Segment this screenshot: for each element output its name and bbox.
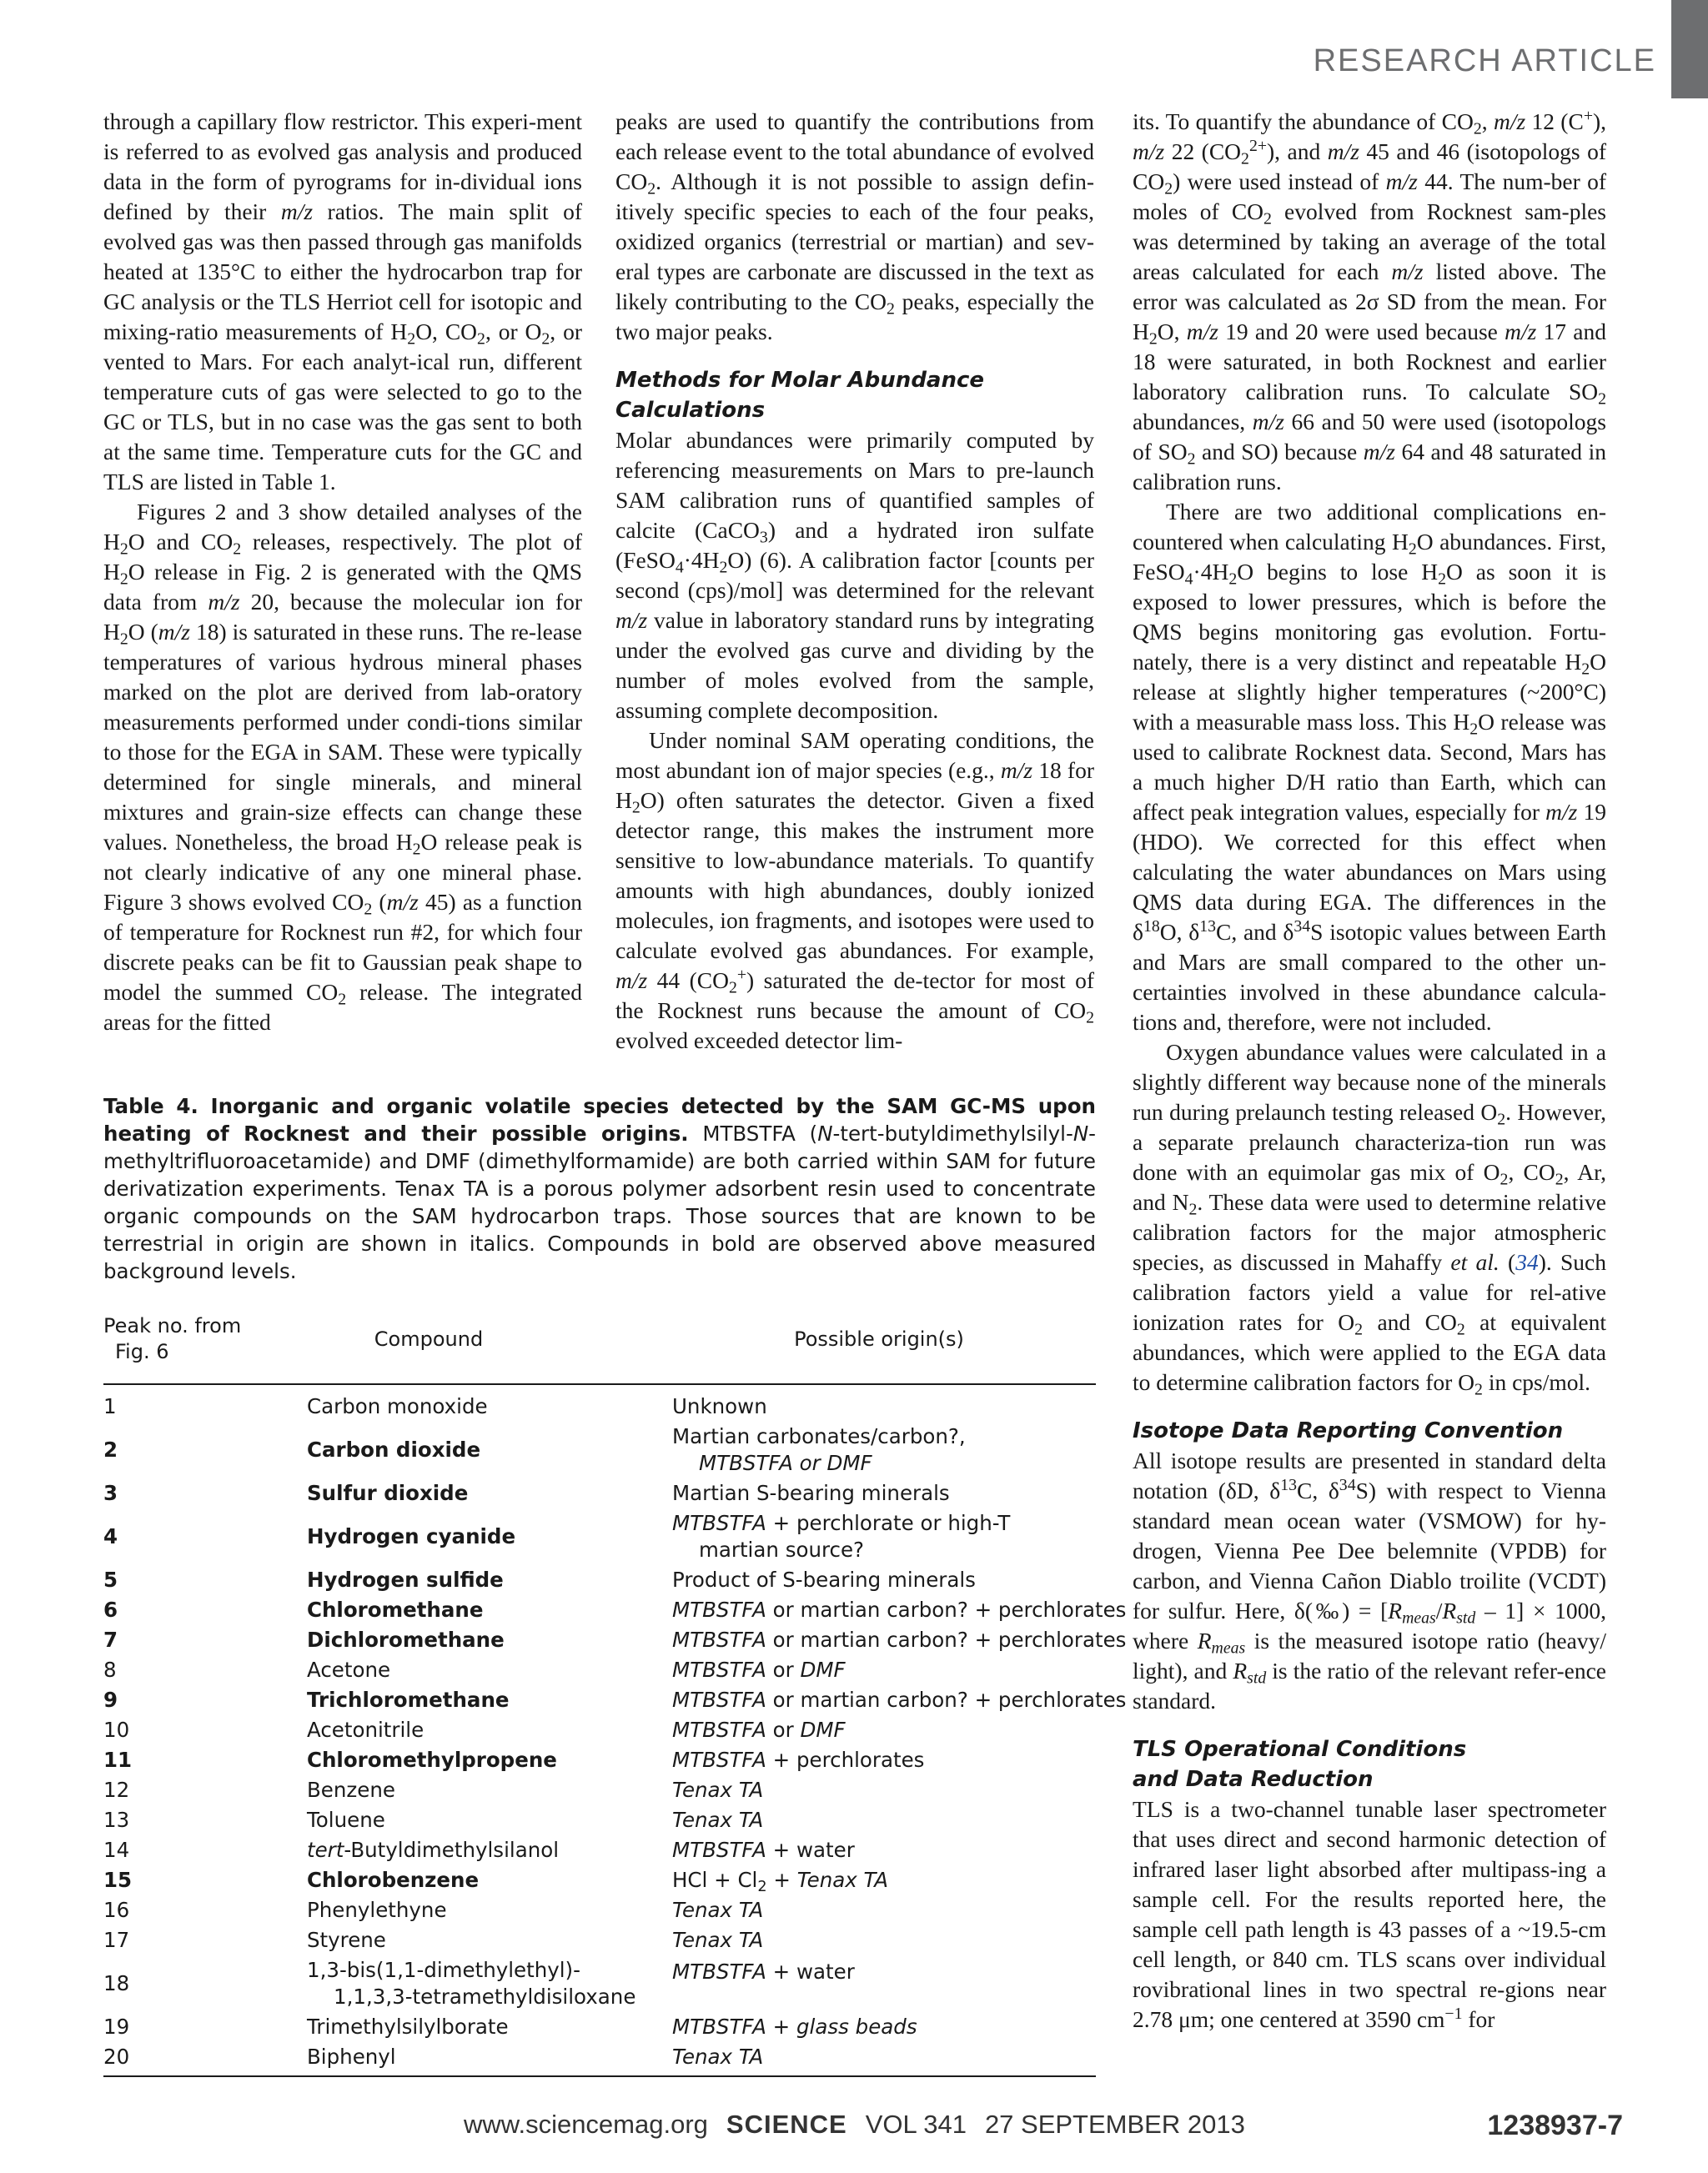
section-heading-tls: TLS Operational Conditions and Data Reduction: [1133, 1737, 1467, 1792]
table-row: 6 Chloromethane MTBSTFA or martian carbon? + perchlorates: [103, 1598, 1127, 1622]
section-heading-isotope: Isotope Data Reporting Convention: [1133, 1418, 1564, 1443]
table-4: [103, 1092, 1127, 2077]
table-row: 15 Chlorobenzene HCl + $Cl_2$ + Tenax TA: [103, 1868, 889, 1895]
journal-name: SCIENCE: [726, 2110, 847, 2139]
header-tab: [1671, 0, 1708, 98]
section-heading-molar: Methods for Molar Abundance Calculations: [615, 368, 985, 423]
table-row: 18 1,3-bis(1,1-dimethylethyl)- 1,1,3,3-tetramethyldisiloxane MTBSTFA + water: [103, 1958, 855, 2009]
issue-date: 27 SEPTEMBER 2013: [984, 2110, 1245, 2139]
table-row: 14 tert-Butyldimethylsilanol MTBSTFA + water: [103, 1838, 855, 1862]
paragraph: Oxygen abundance values were calculated in a slightly different way because none of the minerals run during prelaunch testing released $O_2$. However, a separate prelaunch characteriza-tion run was done with an equimolar gas mix of $O_2$, $CO_2$, Ar, and $N_2$. These data were used to determine relative calibration factors for the major atmospheric species, as discussed in Mahaffy et al. (34). Such calibration factors yield a value for rel-ative ionization rates for $O_2$ and $CO_2$ at equivalent abundances, which were applied to the EGA data to determine calibration factors for $O_2$ in cps/mol.: [1133, 1039, 1607, 1399]
header-compound: Compound: [374, 1327, 484, 1351]
reference-link-34[interactable]: 34: [1515, 1249, 1539, 1275]
section-label: RESEARCH ARTICLE: [1313, 43, 1656, 78]
page-footer: [0, 2110, 1708, 2143]
table-row: 9 Trichloromethane MTBSTFA or martian carbon? + perchlorates: [103, 1688, 1127, 1712]
paragraph: peaks are used to quantify the contributions from each release event to the total abundance of evolved $CO_2$. Although it is not possible to assign defin-itively specific species to each of the four peaks, oxidized organics (terrestrial or martian) and sev-eral types are carbonate are discussed in the text as likely contributing to the $CO_2$ peaks, especially the two major peaks.: [615, 108, 1094, 344]
paragraph: its. To quantify the abundance of $CO_2$, m/z 12 (C+), m/z 22 $(CO_2^{2+})$, and m/z 45 and 46 (isotopologs of $CO_2$) were used instead of m/z 44. The num-ber of moles of $CO_2$ evolved from Rocknest sam-ples was determined by taking an average of the total areas calculated for each m/z listed above. The error was calculated as 2σ SD from the mean. For $H_2O$, m/z 19 and 20 were used because m/z 17 and 18 were saturated, in both Rocknest and earlier laboratory calibration runs. To calculate $SO_2$ abundances, m/z 66 and 50 were used (isotopologs of $SO_2$ and SO) because m/z 64 and 48 saturated in calibration runs.: [1133, 107, 1607, 494]
table-row: 2 Carbon dioxide Martian carbonates/carbon?, MTBSTFA or DMF: [103, 1424, 966, 1475]
text-column-1: [103, 107, 582, 1037]
paragraph: All isotope results are presented in standard delta notation (δD, $\delta^{13}C$, $\delta^{34}S$) with respect to Vienna standard mean ocean water (VSMOW) for hy-drogen, Vienna Pee Dee belemnite (VPDB) for carbon, and Vienna Cañon Diablo troilite (VCDT) for sulfur. Here, δ(‰) = $[R_{meas}/R_{std} - 1] \times 1000$, where $R_{meas}$ is the measured isotope ratio (heavy/ light), and $R_{std}$ is the ratio of the relevant refer-ence standard.: [1133, 1448, 1606, 1714]
publication-line: [464, 2110, 1245, 2140]
table-row: 13 Toluene Tenax TA: [103, 1808, 764, 1832]
table-row: 20 Biphenyl Tenax TA: [103, 2045, 764, 2069]
table-row: 12 Benzene Tenax TA: [103, 1778, 764, 1802]
page-number: 1238937-7: [1487, 2110, 1623, 2141]
text-column-3: [1133, 107, 1606, 2035]
header-peak: Peak no. from Fig. 6: [103, 1314, 242, 1363]
table-caption: Table 4. Inorganic and organic volatile species detected by the SAM GC-MS upon heating of Rocknest and their possible origins. MTBSTFA (N-tert-butyldimethylsilyl-N-methyltrifluoroacetamide) and DMF (dimethylformamide) are both carried within SAM for future derivatization experiments. Tenax TA is a porous polymer adsorbent resin used to concentrate organic compounds on the SAM hydrocarbon traps. Those sources that are known to be terrestrial in origin are shown in italics. Compounds in bold are observed above measured background levels.: [103, 1094, 1096, 1283]
table-row: 5 Hydrogen sulfide Product of S-bearing minerals: [103, 1568, 976, 1592]
text-column-2: [615, 107, 1094, 1056]
table-row: 19 Trimethylsilylborate MTBSTFA + glass beads: [103, 2015, 917, 2039]
paragraph: TLS is a two-channel tunable laser spectrometer that uses direct and second harmonic detection of infrared laser light absorbed after multipass-ing a sample cell. For the results reported here, the sample cell path length is 43 passes of a ~19.5-cm cell length, or 840 cm. TLS scans over individual rovibrational lines in two spectral re-gions near 2.78 μm; one centered at 3590 $cm^{-1}$ for: [1133, 1796, 1606, 2032]
header-origin: Possible origin(s): [794, 1327, 964, 1351]
table-row: 1 Carbon monoxide Unknown: [103, 1394, 767, 1418]
table-row: 10 Acetonitrile MTBSTFA or DMF: [103, 1718, 846, 1742]
paragraph: through a capillary flow restrictor. This experi-ment is referred to as evolved gas analysis and produced data in the form of pyrograms for in-dividual ions defined by their m/z ratios. The main split of evolved gas was then passed through gas manifolds heated at 135°C to either the hydrocarbon trap for GC analysis or the TLS Herriot cell for isotopic and mixing-ratio measurements of $H_2O$, $CO_2$, or $O_2$, or vented to Mars. For each analyt-ical run, different temperature cuts of gas were selected to go to the GC or TLS, but in no case was the gas sent to both at the same time. Temperature cuts for the GC and TLS are listed in Table 1.: [103, 108, 583, 494]
table-row: 7 Dichloromethane MTBSTFA or martian carbon? + perchlorates: [103, 1628, 1127, 1652]
paragraph: Under nominal SAM operating conditions, the most abundant ion of major species (e.g., m/z 18 for $H_2O$) often saturates the detector. Given a fixed detector range, this makes the instrument more sensitive to low-abundance materials. To quantify amounts with high abundances, doubly ionized molecules, ion fragments, and isotopes were used to calculate evolved gas abundances. For example, m/z 44 $(CO_2^+)$ saturated the de-tector for most of the Rocknest runs because the amount of $CO_2$ evolved exceeded detector lim-: [615, 727, 1094, 1053]
table-row: 16 Phenylethyne Tenax TA: [103, 1898, 764, 1922]
paragraph: There are two additional complications en-countered when calculating $H_2O$ abundances. First, $FeSO_4\cdot 4H_2O$ begins to lose $H_2O$ as soon it is exposed to lower pressures, which is before the QMS begins monitoring gas evolution. Fortu-nately, there is a very distinct and repeatable $H_2O$ release at slightly higher temperatures (~200°C) with a measurable mass loss. This $H_2O$ release was used to calibrate Rocknest data. Second, Mars has a much higher D/H ratio than Earth, which can affect peak integration values, especially for m/z 19 (HDO). We corrected for this effect when calculating the water abundances on Mars using QMS data during EGA. The differences in the $\delta^{18}O$, $\delta^{13}C$, and $\delta^{34}S$ isotopic values between Earth and Mars are small compared to the other un-certainties involved in these abundance calcula-tions and, therefore, were not included.: [1133, 499, 1607, 1035]
table-body: [103, 1385, 1127, 2077]
table-header: [103, 1307, 1096, 1385]
paragraph: Molar abundances were primarily computed by referencing measurements on Mars to pre-launch SAM calibration runs of quantified samples of calcite (CaCO$_3$) and a hydrated iron sulfate $(FeSO_4\cdot 4H_2O)$ (6). A calibration factor [counts per second (cps)/mol] was determined for the relevant m/z value in laboratory standard runs by integrating under the evolved gas curve and dividing by the number of moles evolved from the sample, assuming complete decomposition.: [615, 427, 1094, 723]
site-link[interactable]: www.sciencemag.org: [464, 2110, 708, 2139]
table-row: 11 Chloromethylpropene MTBSTFA + perchlorates: [103, 1748, 925, 1772]
table-row: 17 Styrene Tenax TA: [103, 1928, 764, 1952]
volume: VOL 341: [865, 2110, 967, 2139]
table-row: 4 Hydrogen cyanide MTBSTFA + perchlorate or high-T martian source?: [103, 1511, 1011, 1562]
table-row: 3 Sulfur dioxide Martian S-bearing minerals: [103, 1481, 950, 1505]
table-row: 8 Acetone MTBSTFA or DMF: [103, 1658, 846, 1682]
paragraph: Figures 2 and 3 show detailed analyses of the $H_2O$ and $CO_2$ releases, respectively. The plot of $H_2O$ release in Fig. 2 is generated with the QMS data from m/z 20, because the molecular ion for $H_2O$ (m/z 18) is saturated in these runs. The re-lease temperatures of various hydrous mineral phases marked on the plot are derived from lab-oratory measurements performed under condi-tions similar to those for the EGA in SAM. These were typically determined for single minerals, and mineral mixtures and grain-size effects can change these values. Nonetheless, the broad $H_2O$ release peak is not clearly indicative of any one mineral phase. Figure 3 shows evolved $CO_2$ (m/z 45) as a function of temperature for Rocknest run #2, for which four discrete peaks can be fit to Gaussian peak shape to model the summed $CO_2$ release. The integrated areas for the fitted: [103, 499, 582, 1035]
